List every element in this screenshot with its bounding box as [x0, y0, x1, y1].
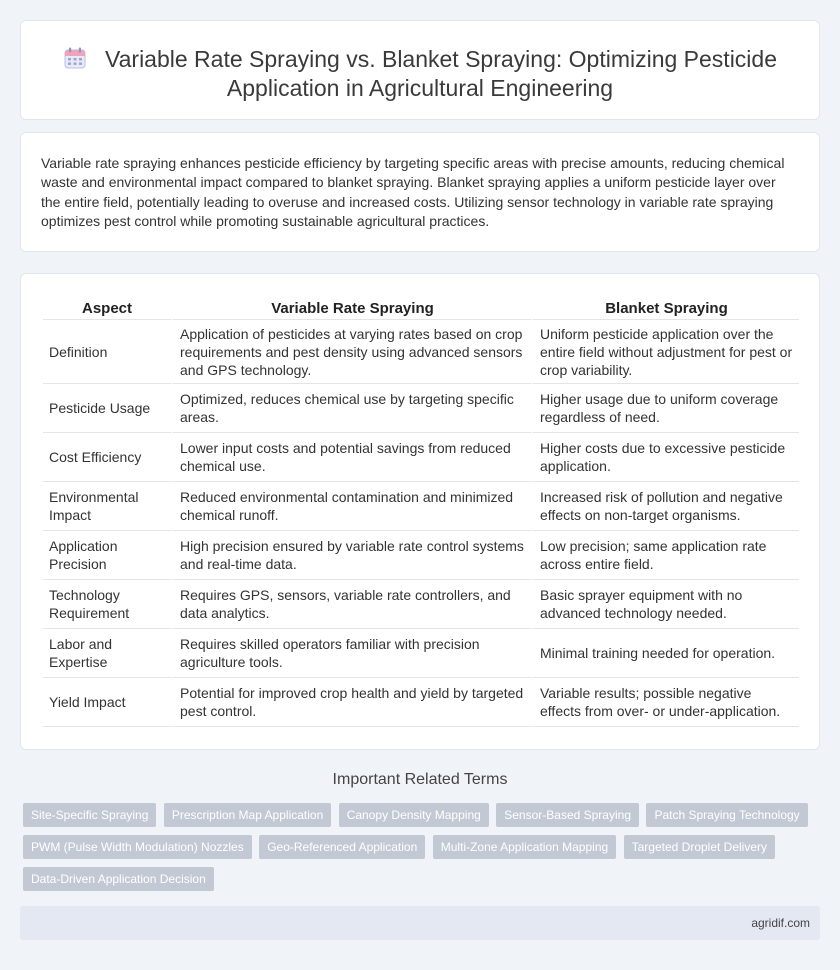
- related-term-tag[interactable]: Sensor-Based Spraying: [496, 803, 639, 827]
- table-row: [43, 678, 799, 727]
- intro-card: [20, 132, 820, 252]
- intro-paragraph: Variable rate spraying enhances pesticide efficiency by targeting specific areas with precise amounts, reducing chemical waste and environmental impact compared to blanket spraying. Blanket spraying applies a uniform pesticide layer over the entire field, potentially leading to overuse and increased costs. Utilizing sensor technology in variable rate spraying optimizes pest control while promoting sustainable agricultural practices.: [41, 155, 785, 229]
- table-row: [43, 629, 799, 678]
- row-variable-rate: Potential for improved crop health and yield by targeted pest control.: [171, 678, 531, 727]
- related-term-tag[interactable]: Multi-Zone Application Mapping: [433, 835, 616, 859]
- header-aspect: Aspect: [43, 296, 171, 320]
- related-term-tag[interactable]: Data-Driven Application Decision: [23, 867, 214, 891]
- row-variable-rate: Requires GPS, sensors, variable rate controllers, and data analytics.: [171, 580, 531, 629]
- footer: [20, 906, 820, 940]
- related-term-tag[interactable]: Canopy Density Mapping: [339, 803, 489, 827]
- row-variable-rate: Application of pesticides at varying rates based on crop requirements and pest density using advanced sensors and GPS technology.: [171, 320, 531, 384]
- related-terms-list: [23, 803, 813, 899]
- related-term-tag[interactable]: Site-Specific Spraying: [23, 803, 156, 827]
- table-row: [43, 384, 799, 433]
- related-terms-title: Important Related Terms: [332, 771, 508, 788]
- table-row: [43, 482, 799, 531]
- row-blanket: Low precision; same application rate across entire field.: [531, 531, 799, 580]
- comparison-card: [20, 273, 820, 750]
- footer-site-link[interactable]: agridif.com: [751, 916, 810, 930]
- row-variable-rate: Reduced environmental contamination and minimized chemical runoff.: [171, 482, 531, 531]
- header-variable-rate: Variable Rate Spraying: [171, 296, 531, 320]
- table-header-row: [43, 296, 799, 320]
- comparison-table: [43, 296, 799, 727]
- title-card: [20, 20, 820, 120]
- row-blanket: Higher usage due to uniform coverage regardless of need.: [531, 384, 799, 433]
- table-row: [43, 433, 799, 482]
- row-aspect: Definition: [43, 320, 171, 384]
- page-title-wrap: [51, 45, 789, 103]
- calendar-icon: [63, 46, 87, 70]
- row-blanket: Basic sprayer equipment with no advanced technology needed.: [531, 580, 799, 629]
- row-aspect: Yield Impact: [43, 678, 171, 727]
- row-aspect: Technology Requirement: [43, 580, 171, 629]
- row-blanket: Higher costs due to excessive pesticide application.: [531, 433, 799, 482]
- row-blanket: Minimal training needed for operation.: [531, 629, 799, 678]
- row-aspect: Labor and Expertise: [43, 629, 171, 678]
- row-aspect: Environmental Impact: [43, 482, 171, 531]
- related-term-tag[interactable]: Targeted Droplet Delivery: [624, 835, 775, 859]
- row-variable-rate: Requires skilled operators familiar with precision agriculture tools.: [171, 629, 531, 678]
- row-blanket: Variable results; possible negative effects from over- or under-application.: [531, 678, 799, 727]
- row-blanket: Uniform pesticide application over the entire field without adjustment for pest or crop variability.: [531, 320, 799, 384]
- related-term-tag[interactable]: Geo-Referenced Application: [259, 835, 425, 859]
- related-term-tag[interactable]: Patch Spraying Technology: [646, 803, 807, 827]
- row-aspect: Pesticide Usage: [43, 384, 171, 433]
- related-term-tag[interactable]: Prescription Map Application: [164, 803, 331, 827]
- row-variable-rate: Optimized, reduces chemical use by targeting specific areas.: [171, 384, 531, 433]
- related-term-tag[interactable]: PWM (Pulse Width Modulation) Nozzles: [23, 835, 252, 859]
- table-row: [43, 580, 799, 629]
- row-aspect: Application Precision: [43, 531, 171, 580]
- row-variable-rate: Lower input costs and potential savings from reduced chemical use.: [171, 433, 531, 482]
- table-row: [43, 531, 799, 580]
- row-blanket: Increased risk of pollution and negative effects on non-target organisms.: [531, 482, 799, 531]
- row-variable-rate: High precision ensured by variable rate control systems and real-time data.: [171, 531, 531, 580]
- header-blanket: Blanket Spraying: [531, 296, 799, 320]
- page-title: Variable Rate Spraying vs. Blanket Spraying: Optimizing Pesticide Application in Agricultural Engineering: [104, 46, 777, 101]
- table-row: [43, 320, 799, 384]
- row-aspect: Cost Efficiency: [43, 433, 171, 482]
